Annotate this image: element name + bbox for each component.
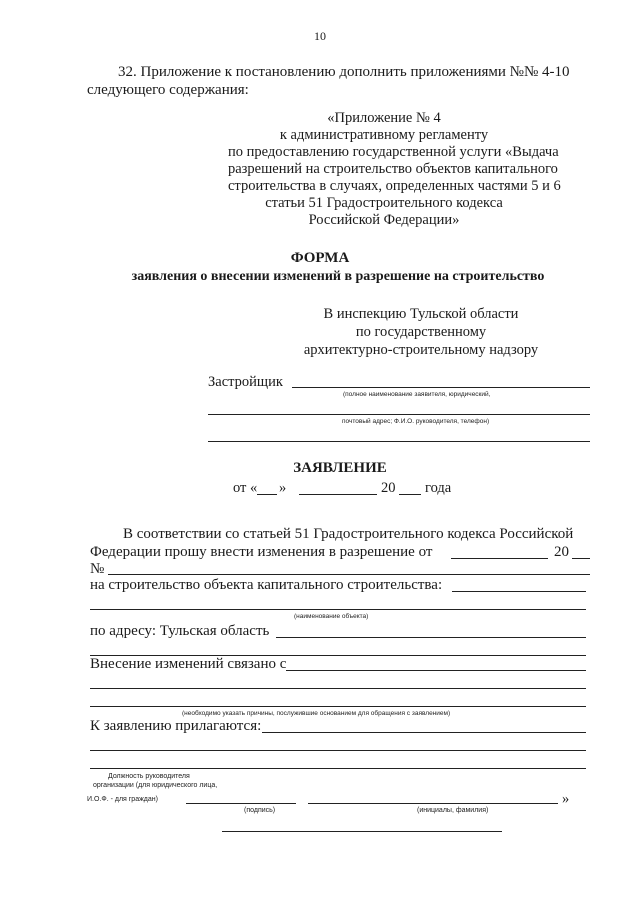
developer-hint-1: (полное наименование заявителя, юридический, [343, 391, 491, 398]
date-year-field[interactable] [399, 494, 421, 495]
date-month-field[interactable] [299, 494, 377, 495]
position-line-2: организации (для юридического лица, [93, 782, 218, 789]
permit-number-field[interactable] [108, 574, 590, 575]
developer-label: Застройщик [208, 374, 283, 390]
developer-field-line-2[interactable] [208, 414, 590, 415]
name-field[interactable] [308, 803, 558, 804]
permit-year-field[interactable] [572, 558, 590, 559]
developer-field[interactable] [292, 387, 590, 388]
object-hint: (наименование объекта) [294, 613, 369, 620]
body-para-1: В соответствии со статьей 51 Градостроительного кодекса Российской [123, 526, 574, 542]
address-label: по адресу: Тульская область [90, 623, 270, 639]
changes-field[interactable] [286, 670, 586, 671]
changes-field-line-2[interactable] [90, 688, 586, 689]
permit-year-prefix: 20 [554, 544, 569, 560]
intro-line-2: следующего содержания: [87, 82, 249, 98]
attached-field-line-3[interactable] [90, 768, 586, 769]
page-number: 10 [314, 29, 326, 43]
appendix-line: разрешений на строительство объектов капитального [228, 161, 558, 177]
closing-quote: » [562, 791, 570, 807]
signature-field[interactable] [186, 803, 296, 804]
attached-label: К заявлению прилагаются: [90, 718, 262, 734]
position-line-3: И.О.Ф. - для граждан) [87, 796, 158, 803]
appendix-line: к административному регламенту [279, 127, 489, 143]
address-field[interactable] [276, 637, 586, 638]
date-suffix: года [425, 480, 452, 496]
attached-field[interactable] [262, 732, 586, 733]
date-prefix: от « [233, 480, 258, 496]
appendix-line: статьи 51 Градостроительного кодекса [265, 195, 503, 211]
intro-line-1: 32. Приложение к постановлению дополнить приложениями №№ 4-10 [118, 64, 570, 80]
changes-field-line-3[interactable] [90, 706, 586, 707]
position-line-1: Должность руководителя [108, 773, 190, 780]
addressee-line: архитектурно-строительному надзору [303, 342, 539, 358]
appendix-line: Российской Федерации» [308, 212, 460, 228]
addressee [290, 305, 552, 359]
addressee-line: В инспекцию Тульской области [323, 306, 519, 322]
name-hint: (инициалы, фамилия) [417, 807, 489, 814]
number-sign: № [90, 561, 105, 577]
date-mid: » [279, 480, 287, 496]
form-subtitle: заявления о внесении изменений в разрешение на строительство [131, 269, 545, 284]
signature-hint: (подпись) [244, 807, 276, 814]
developer-field-line-3[interactable] [208, 441, 590, 442]
attached-field-line-2[interactable] [90, 750, 586, 751]
statement-title: ЗАЯВЛЕНИЕ [293, 460, 387, 476]
developer-hint-2: почтовый адрес; Ф.И.О. руководителя, телефон) [342, 418, 490, 425]
appendix-line: строительства в случаях, определенных частями 5 и 6 [228, 178, 561, 194]
date-year-prefix: 20 [381, 480, 396, 496]
addressee-line: по государственному [355, 324, 487, 340]
form-title: ФОРМА [290, 250, 350, 266]
changes-label: Внесение изменений связано с [90, 656, 287, 672]
permit-date-field[interactable] [451, 558, 548, 559]
object-name-field[interactable] [90, 609, 586, 610]
appendix-line: по предоставлению государственной услуги «Выдача [228, 144, 559, 160]
construction-label: на строительство объекта капитального строительства: [90, 577, 443, 593]
appendix-line: «Приложение № 4 [327, 110, 441, 126]
appendix-header [228, 110, 561, 229]
bottom-line [222, 831, 502, 832]
reason-hint: (необходимо указать причины, послужившие основанием для обращения с заявлением) [182, 710, 451, 717]
construction-field[interactable] [452, 591, 586, 592]
body-para-2: Федерации прошу внести изменения в разрешение от [90, 544, 433, 560]
date-day-field[interactable] [257, 494, 277, 495]
